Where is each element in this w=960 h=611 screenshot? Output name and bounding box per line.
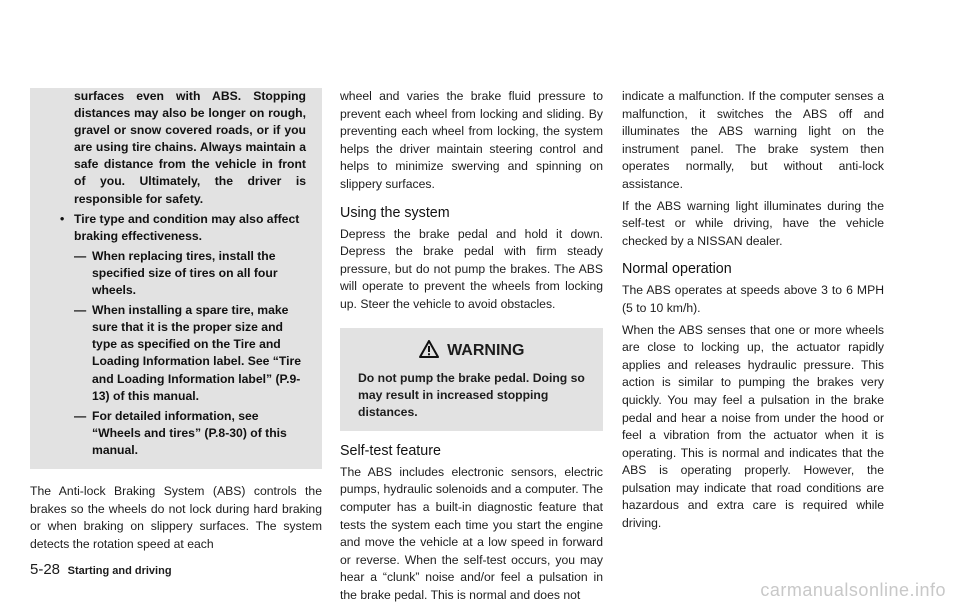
dash-marker: — [74, 303, 87, 318]
heading-using-the-system: Using the system [340, 204, 450, 221]
heading-self-test-feature: Self-test feature [340, 442, 441, 459]
warning-box-continuation [30, 88, 322, 469]
dash-marker: — [74, 248, 87, 263]
page-number: 5-28 [30, 561, 61, 578]
warning-sub-item [44, 408, 310, 459]
bullet-marker: • [60, 211, 65, 226]
warning-continuation-text: surfaces even with ABS. Stopping distances may also be longer on rough, gravel or snow covered roads, or if you are using tire chains. Always maintain a safe distance from the vehicle in front of you. Ultimately, the driver is responsible for safety. [74, 89, 306, 206]
page-footer [30, 561, 172, 578]
normal-operation-text: When the ABS senses that one or more wheels are close to locking up, the actuator rapidly applies and releases hydraulic pressure. This action is similar to pumping the brakes very quickly. You may feel a pulsation in the brake pedal and hear a noise from under the hood or feel a vibration from the actuator when it is operating. This is normal and indicates that the ABS is operating properly. However, the pulsation may indicate that road conditions are hazardous and extra care is required while driving. [622, 322, 884, 531]
sub-item-text: For detailed information, see “Wheels and tires” (P.8-30) of this manual. [92, 408, 287, 457]
warning-bullet [44, 211, 310, 245]
watermark: carmanualsonline.info [760, 580, 946, 600]
abs-intro-paragraph: The Anti-lock Braking System (ABS) controls the brakes so the wheels do not lock during hard braking or when braking on slippery surfaces. The system detects the rotation speed at each [30, 483, 322, 551]
warning-light-text: If the ABS warning light illuminates during the self-test or while driving, have the vehicle checked by a NISSAN dealer. [622, 198, 884, 248]
warning-text: Do not pump the brake pedal. Doing so may result in increased stopping distances. [358, 370, 585, 419]
warning-header [352, 340, 591, 360]
section-title: Starting and driving [67, 565, 172, 577]
warning-box [340, 328, 603, 431]
warning-title: WARNING [447, 341, 525, 359]
sub-item-text: When installing a spare tire, make sure that it is the proper size and type as specified on the Tire and Loading Information label. See “Tire and Loading Information label” (P.9-13) of this manual. [92, 303, 302, 403]
warning-sub-item [44, 302, 310, 405]
self-test-text: The ABS includes electronic sensors, electric pumps, hydraulic solenoids and a computer. The computer has a built-in diagnostic feature that tests the system each time you start the engine and move the vehicle at a low speed in forward or reverse. When the self-test occurs, you may hear a “clunk” noise and/or feel a pulsation in the brake pedal. This is normal and does not [340, 464, 603, 602]
warning-bullet-text: Tire type and condition may also affect braking effectiveness. [74, 211, 300, 243]
sub-item-text: When replacing tires, install the specified size of tires on all four wheels. [92, 248, 278, 298]
abs-intro-continuation: wheel and varies the brake fluid pressure to prevent each wheel from locking and sliding. By preventing each wheel from locking, the system helps the driver maintain steering control and helps to minimize swerving and spinning on slippery surfaces. [340, 89, 603, 191]
self-test-continuation: indicate a malfunction. If the computer senses a malfunction, it switches the ABS off and illuminates the ABS warning light on the instrument panel. The brake system then operates normally, but without anti-lock assistance. [622, 89, 884, 191]
warning-triangle-icon [419, 340, 439, 358]
warning-sub-item [44, 248, 310, 299]
using-system-text: Depress the brake pedal and hold it down. Depress the brake pedal with firm steady pressure, but do not pump the brakes. The ABS will operate to prevent the wheels from locking up. Steer the vehicle to avoid obstacles. [340, 226, 603, 311]
dash-marker: — [74, 408, 87, 423]
left-column [30, 88, 322, 557]
speed-text: The ABS operates at speeds above 3 to 6 MPH (5 to 10 km/h). [622, 283, 884, 315]
middle-column [340, 88, 603, 609]
heading-normal-operation: Normal operation [622, 261, 732, 278]
right-column [622, 88, 884, 537]
